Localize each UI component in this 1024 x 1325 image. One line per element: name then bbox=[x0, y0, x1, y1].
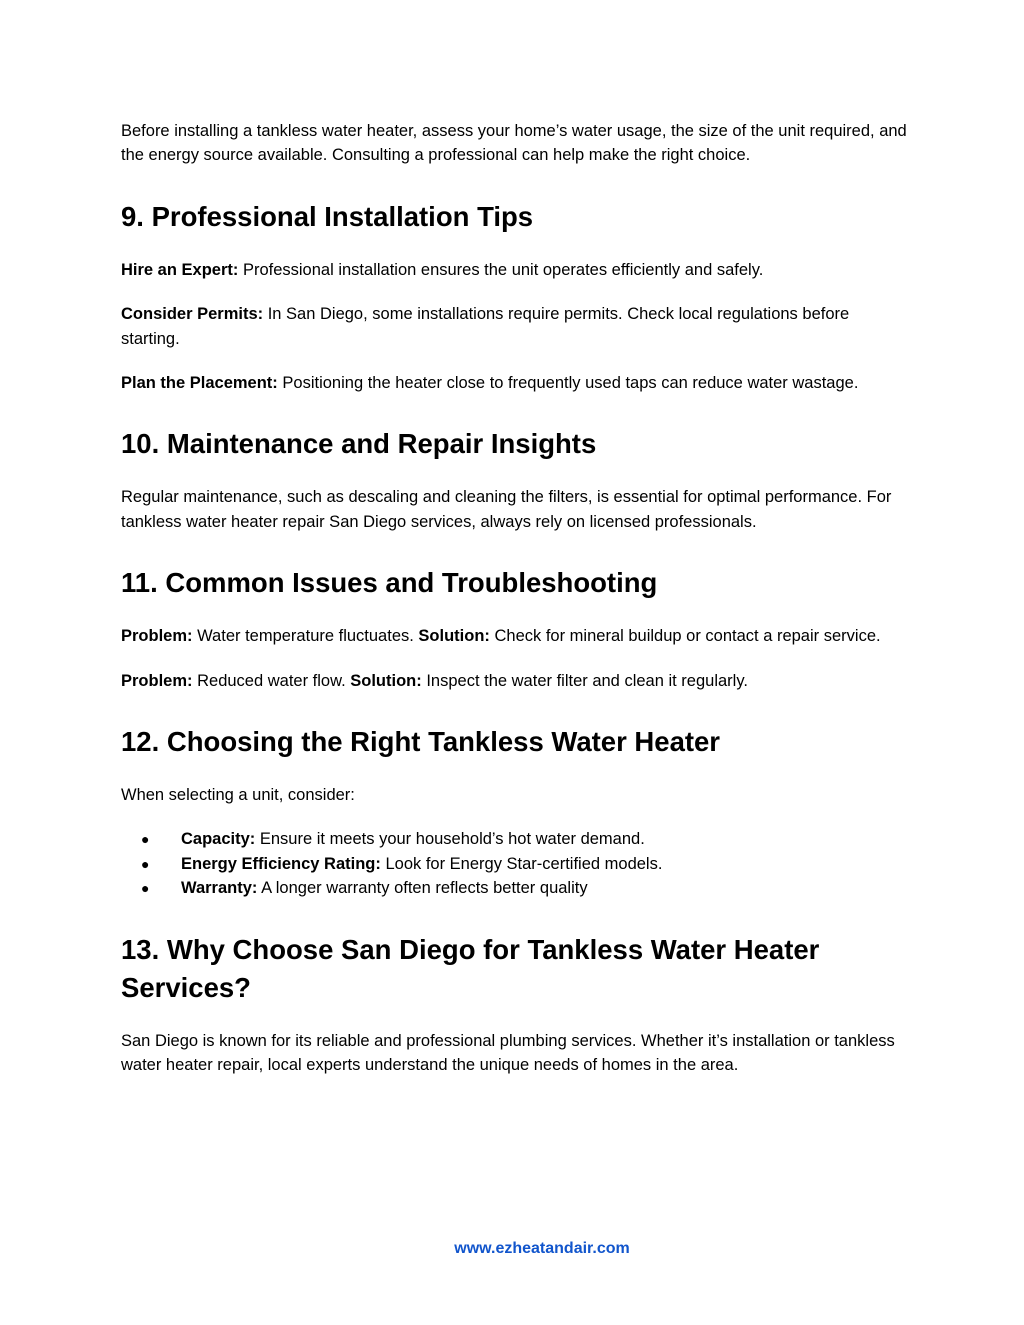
section-13-heading: 13. Why Choose San Diego for Tankless Water Heater Services? bbox=[121, 933, 820, 1003]
s9-item-plan-placement bbox=[121, 371, 911, 395]
solution-text: Inspect the water filter and clean it regularly. bbox=[421, 671, 748, 690]
item-text: Professional installation ensures the unit operates efficiently and safely. bbox=[238, 260, 764, 279]
section-12-bullet-list bbox=[121, 827, 911, 900]
item-label: Consider Permits: bbox=[121, 305, 264, 324]
document-page bbox=[121, 119, 911, 1098]
solution-label: Solution: bbox=[418, 627, 490, 646]
section-13-paragraph: San Diego is known for its reliable and professional plumbing services. Whether it’s installation or tankless water heater repair, local experts understand the unique needs of homes in the area. bbox=[121, 1031, 895, 1075]
item-text: In San Diego, some installations require permits. Check local regulations before starting. bbox=[121, 305, 850, 348]
section-9-heading: 9. Professional Installation Tips bbox=[121, 200, 534, 232]
bullet-capacity bbox=[121, 827, 911, 851]
section-10-paragraph: Regular maintenance, such as descaling and cleaning the filters, is essential for optimal performance. For tankless water heater repair San Diego services, always rely on licensed professionals. bbox=[121, 488, 892, 531]
bullet-label: Capacity: bbox=[181, 830, 256, 849]
problem-text: Reduced water flow. bbox=[192, 671, 351, 690]
bullet-text: Ensure it meets your household’s hot water demand. bbox=[255, 830, 645, 849]
bullet-label: Warranty: bbox=[181, 879, 258, 898]
problem-label: Problem: bbox=[121, 671, 193, 690]
bullet-text: A longer warranty often reflects better quality bbox=[257, 879, 588, 898]
solution-text: Check for mineral buildup or contact a repair service. bbox=[489, 627, 881, 646]
solution-label: Solution: bbox=[350, 671, 422, 690]
section-12-heading: 12. Choosing the Right Tankless Water Heater bbox=[121, 726, 721, 758]
section-10-heading: 10. Maintenance and Repair Insights bbox=[121, 428, 597, 460]
bullet-energy-efficiency bbox=[121, 852, 911, 876]
bullet-label: Energy Efficiency Rating: bbox=[181, 854, 381, 873]
problem-label: Problem: bbox=[121, 627, 193, 646]
section-11-heading: 11. Common Issues and Troubleshooting bbox=[121, 567, 658, 599]
intro-paragraph: Before installing a tankless water heater, assess your home’s water usage, the size of the unit required, and the energy source available. Consulting a professional can help make the right choice. bbox=[121, 122, 907, 165]
item-label: Hire an Expert: bbox=[121, 260, 239, 279]
bullet-warranty bbox=[121, 876, 911, 900]
item-label: Plan the Placement: bbox=[121, 374, 278, 393]
s11-issue-flow bbox=[121, 669, 911, 693]
footer-website-link[interactable]: www.ezheatandair.com bbox=[454, 1240, 630, 1257]
s9-item-consider-permits bbox=[121, 302, 911, 351]
s9-item-hire-expert bbox=[121, 258, 911, 282]
section-12-intro: When selecting a unit, consider: bbox=[121, 786, 355, 805]
item-text: Positioning the heater close to frequently used taps can reduce water wastage. bbox=[277, 374, 859, 393]
s11-issue-temperature bbox=[121, 624, 911, 648]
problem-text: Water temperature fluctuates. bbox=[192, 627, 419, 646]
bullet-text: Look for Energy Star-certified models. bbox=[380, 854, 663, 873]
